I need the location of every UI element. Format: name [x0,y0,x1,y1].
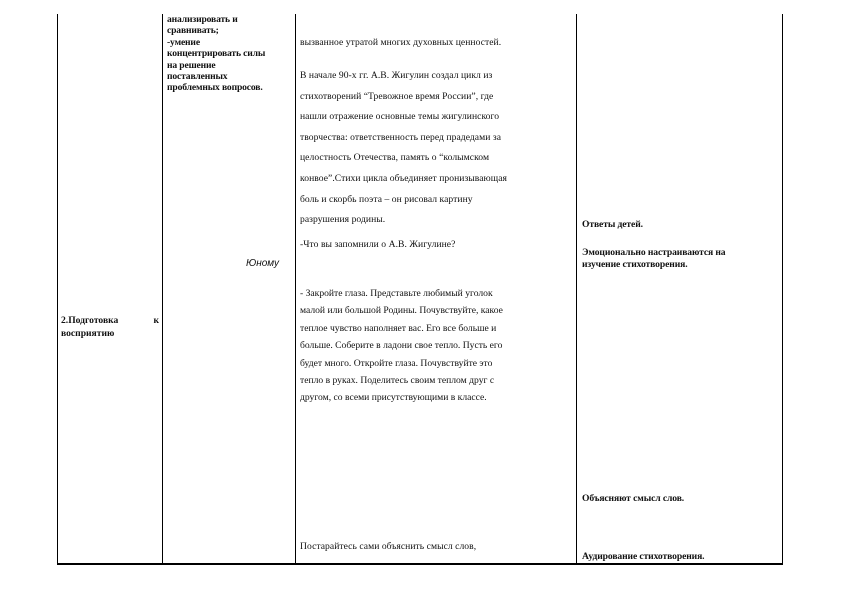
skills-list [167,14,292,94]
text-line: конвое”.Стихи цикла объединяет пронизывающая [300,172,507,184]
skills-line: концентрировать силы [167,48,266,60]
table-border-right [782,14,783,565]
text-line: стихотворений “Тревожное время России”, где [300,90,494,102]
student-listening: Аудирование стихотворения. [582,551,705,562]
skills-line: проблемных вопросов. [167,82,263,94]
text-line: тепло в руках. Поделитесь своим теплом друг с [300,375,495,387]
text-line: боль и скорбь поэта – он рисовал картину [300,193,473,205]
text-line: разрушения родины. [300,214,386,226]
teacher-text-intro: вызванное утратой многих духовных ценностей. [300,37,502,48]
table-divider-3 [576,14,577,565]
teacher-text-cycle [300,66,572,231]
skills-line: сравнивать; [167,25,219,37]
note-junomu: Юному [246,258,280,269]
skills-line: -умение [167,36,200,48]
text-line: теплое чувство наполняет вас. Его все больше и [300,322,497,334]
table-divider-2 [295,14,296,565]
teacher-text-explain: Постарайтесь сами объяснить смысл слов, [300,541,477,552]
text-line: другом, со всеми присутствующими в классе. [300,392,487,404]
student-explain: Объясняют смысл слов. [582,493,685,504]
text-line: больше. Соберите в ладони свое тепло. Пусть его [300,340,503,352]
student-emotion [582,247,778,271]
table-border-bottom [57,563,783,565]
text-line: малой или большой Родины. Почувствуйте, какое [300,305,503,317]
text-line: творчества: ответственность перед прадедами за [300,131,502,143]
text-line: целостность Отечества, память о “колымском [300,152,490,164]
text-line: изучение стихотворения. [582,259,688,270]
teacher-text-exercise [300,285,572,407]
skills-line: поставленных [167,71,228,83]
table-divider-1 [162,14,163,565]
stage-label: 2.Подготовка к восприятию [61,315,159,339]
text-line: будет много. Откройте глаза. Почувствуйте это [300,357,493,369]
teacher-question: -Что вы запомнили о А.В. Жигулине? [300,239,456,250]
text-line: Эмоционально настраиваются на [582,247,726,258]
skills-line: на решение [167,59,216,71]
student-answers: Ответы детей. [582,219,643,230]
table-border-left [57,14,58,565]
text-line: - Закройте глаза. Представьте любимый уголок [300,288,493,299]
text-line: нашли отражение основные темы жигулинского [300,111,500,123]
text-line: В начале 90-х гг. А.В. Жигулин создал цикл из [300,70,493,81]
skills-line: анализировать и [167,14,238,25]
